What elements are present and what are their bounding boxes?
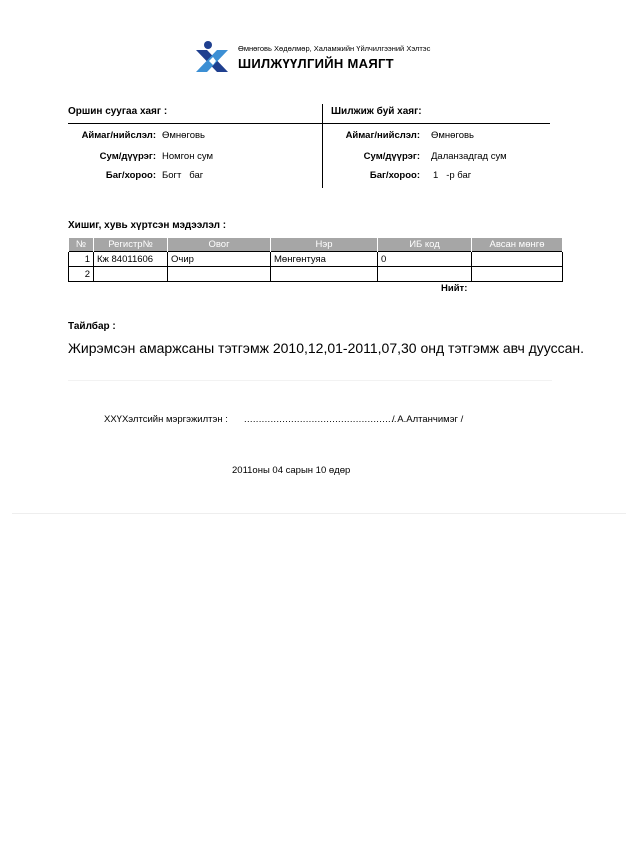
residence-bag-label: Баг/хороо: — [105, 170, 156, 181]
received-amount-cell — [472, 252, 563, 267]
members-heading: Хишиг, хувь хүртсэн мэдээлэл : — [68, 220, 227, 231]
document-title: ШИЛЖҮҮЛГИЙН МАЯГТ — [238, 56, 394, 71]
register-cell: Кж 84011606 — [94, 252, 168, 267]
note-label: Тайлбар : — [68, 321, 116, 332]
destination-sum-label: Сум/дүүрэг: — [363, 151, 420, 162]
residence-aimag-value: Өмнөговь — [162, 130, 205, 141]
residence-bag-value: Богт баг — [162, 170, 204, 181]
received-amount-cell — [472, 267, 563, 282]
members-table-header-row — [69, 238, 563, 252]
note-divider — [68, 380, 552, 381]
organization-name: Өмнөговь Хөдөлмөр, Халамжийн Үйлчилгээний Хэлтэс — [238, 44, 431, 53]
total-label: Нийт: — [441, 283, 468, 294]
column-header-name: Нэр — [271, 238, 378, 252]
register-cell — [94, 267, 168, 282]
document-date: 2011оны 04 сарын 10 өдөр — [232, 465, 351, 476]
residence-sum-label: Сум/дүүрэг: — [99, 151, 156, 162]
row-number-cell: 1 — [69, 252, 94, 267]
name-cell — [271, 267, 378, 282]
destination-heading: Шилжиж буй хаяг: — [331, 106, 422, 117]
destination-bag-label: Баг/хороо: — [369, 170, 420, 181]
surname-cell — [168, 267, 271, 282]
table-row — [69, 252, 563, 267]
column-header-surname: Овог — [168, 238, 271, 252]
address-divider-line — [68, 123, 550, 124]
logo-icon — [194, 40, 230, 74]
address-column-divider — [322, 104, 323, 188]
residence-heading: Оршин суугаа хаяг : — [68, 106, 168, 117]
column-header-register: Регистр№ — [94, 238, 168, 252]
column-header-received-amount: Авсан мөнгө — [472, 238, 563, 252]
ib-code-cell — [378, 267, 472, 282]
signer-role: ХХҮХэлтсийн мэргэжилтэн : — [104, 414, 228, 425]
row-number-cell: 2 — [69, 267, 94, 282]
name-cell: Мөнгөнтуяа — [271, 252, 378, 267]
column-header-number: № — [69, 238, 94, 252]
destination-aimag-label: Аймаг/нийслэл: — [345, 130, 420, 141]
organization-logo — [194, 40, 230, 74]
members-table — [68, 237, 563, 282]
column-header-ib-code: ИБ код — [378, 238, 472, 252]
surname-cell: Очир — [168, 252, 271, 267]
signature-line: .................................................... — [244, 414, 397, 425]
page-divider — [12, 513, 626, 514]
residence-sum-value: Номгон сум — [162, 151, 214, 162]
table-row — [69, 267, 563, 282]
note-text: Жирэмсэн амаржсаны тэтгэмж 2010,12,01-2011,07,30 онд тэтгэмж авч дууссан. — [68, 340, 585, 356]
destination-bag-value: 1 -р баг — [433, 170, 472, 181]
residence-aimag-label: Аймаг/нийслэл: — [81, 130, 156, 141]
ib-code-cell: 0 — [378, 252, 472, 267]
destination-sum-value: Даланзадгад сум — [431, 151, 507, 162]
destination-aimag-value: Өмнөговь — [431, 130, 474, 141]
signer-name: / А.Алтанчимэг / — [392, 414, 464, 425]
